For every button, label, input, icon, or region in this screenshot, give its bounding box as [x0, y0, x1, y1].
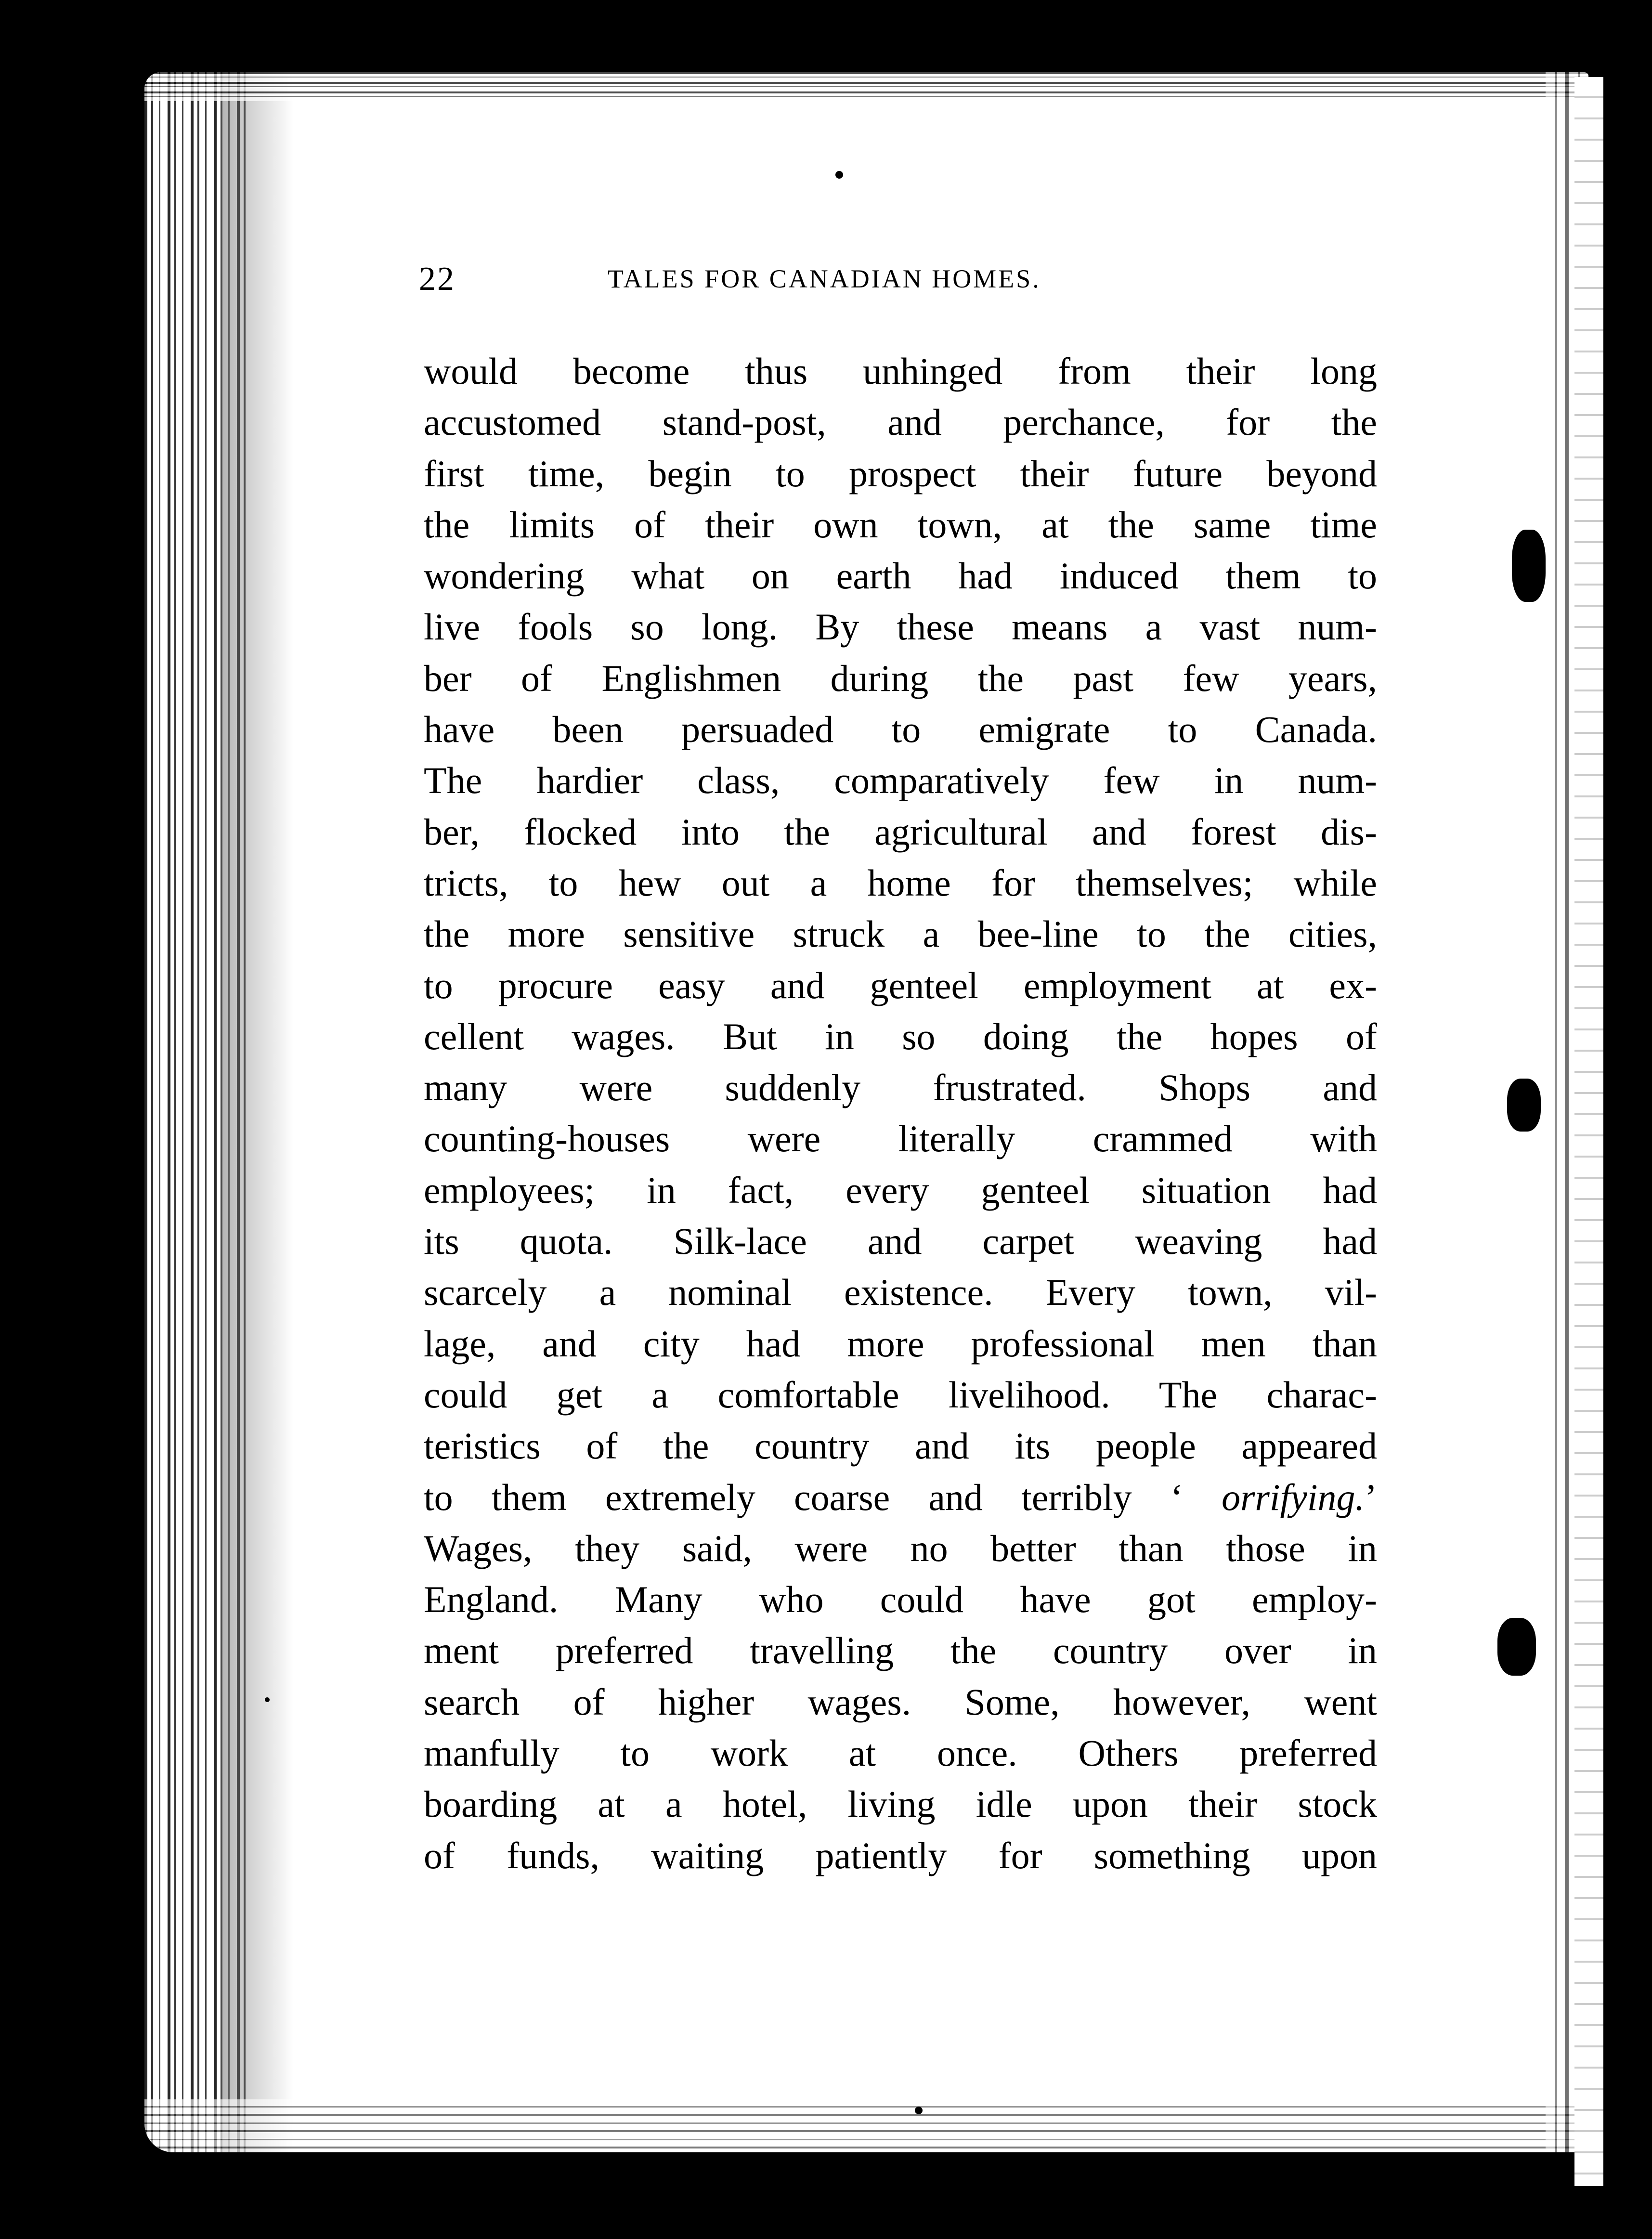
ink-mark: [1507, 1079, 1541, 1132]
text-line: ment preferred travelling the country over in: [424, 1629, 1377, 1672]
binding-shadow: [221, 72, 294, 2152]
text-line: to procure easy and genteel employment at ex-: [424, 964, 1377, 1006]
text-line: wondering what on earth had induced them to: [424, 555, 1377, 597]
text-line: teristics of the country and its people appeared: [424, 1425, 1377, 1467]
text-line: cellent wages. But in so doing the hopes of: [424, 1015, 1377, 1057]
text-line-with-italic: [424, 1472, 1377, 1523]
text-line: scarcely a nominal existence. Every town, vil-: [424, 1271, 1377, 1314]
text-line: would become thus unhinged from their long: [424, 350, 1377, 392]
text-line: ber, flocked into the agricultural and forest dis-: [424, 810, 1377, 853]
text-line: of funds, waiting patiently for something upon: [424, 1834, 1377, 1876]
ink-speck: [265, 1697, 270, 1702]
text-line: lage, and city had more professional men than: [424, 1322, 1377, 1365]
ink-mark: [1512, 530, 1546, 602]
running-title: TALES FOR CANADIAN HOMES.: [608, 264, 1041, 293]
text-line: tricts, to hew out a home for themselves; while: [424, 861, 1377, 904]
text-line: many were suddenly frustrated. Shops and: [424, 1067, 1377, 1109]
text-line: its quota. Silk-lace and carpet weaving had: [424, 1220, 1377, 1263]
page-number: 22: [419, 260, 455, 298]
ink-speck: [835, 171, 843, 179]
text-line: live fools so long. By these means a vast num-: [424, 606, 1377, 648]
text-line: boarding at a hotel, living idle upon their stock: [424, 1783, 1377, 1825]
text-line: search of higher wages. Some, however, went: [424, 1680, 1377, 1723]
text-line: employees; in fact, every genteel situation had: [424, 1169, 1377, 1211]
text-line: could get a comfortable livelihood. The charac-: [424, 1373, 1377, 1416]
text-line: the more sensitive struck a bee-line to the cities,: [424, 913, 1377, 955]
text-line-prefix: to them extremely coarse and terribly ‘: [424, 1476, 1222, 1518]
ink-speck: [915, 2107, 923, 2114]
page-bottom-edge: [144, 2099, 1589, 2152]
body-text: [424, 346, 1377, 1881]
text-line: accustomed stand-post, and perchance, for the: [424, 401, 1377, 443]
text-line: counting-houses were literally crammed with: [424, 1118, 1377, 1160]
italic-word: orrifying.: [1222, 1476, 1365, 1518]
page-top-edge: [144, 72, 1589, 101]
facing-page-edge: [1574, 77, 1603, 2186]
text-line: England. Many who could have got employ-: [424, 1578, 1377, 1621]
text-line: the limits of their own town, at the same time: [424, 503, 1377, 546]
text-line: ber of Englishmen during the past few years,: [424, 657, 1377, 699]
text-line: The hardier class, comparatively few in num-: [424, 759, 1377, 802]
closing-quote: ’: [1365, 1476, 1377, 1518]
text-line: manfully to work at once. Others preferred: [424, 1732, 1377, 1774]
text-line: Wages, they said, were no better than those in: [424, 1527, 1377, 1569]
ink-mark: [1497, 1618, 1536, 1676]
text-line: have been persuaded to emigrate to Canada.: [424, 708, 1377, 751]
text-line: first time, begin to prospect their future beyond: [424, 452, 1377, 495]
